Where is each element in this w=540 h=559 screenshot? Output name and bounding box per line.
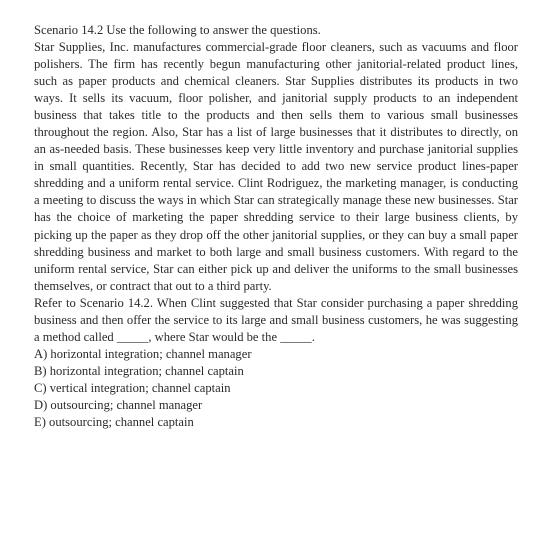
option-a: A) horizontal integration; channel manager — [34, 346, 252, 361]
answer-options — [34, 346, 518, 431]
question-document — [34, 22, 518, 431]
scenario-heading: Scenario 14.2 Use the following to answer the questions. — [34, 23, 321, 37]
option-e: E) outsourcing; channel captain — [34, 414, 194, 429]
scenario-text: Star Supplies, Inc. manufactures commercial-grade floor cleaners, such as vacuums and floor polishers. The firm has recently begun manufacturing other janitorial-related product lines, such as paper products and chemical cleaners. Star Supplies distributes its products in two ways. It sells its vacuum, floor polisher, and janitorial supply products to an independent business that takes title to the products and then sells them to various small businesses throughout the region. Also, Star has a list of large businesses that it distributes to directly, on an as-needed basis. These businesses keep very little inventory and purchase janitorial supplies in small quantities. Recently, Star has decided to add two new service product lines-paper shredding and a uniform rental service. Clint Rodriguez, the marketing manager, is conducting a meeting to discuss the ways in which Star can strategically manage these new businesses. Star has the choice of marketing the paper shredding service to their large business clients, by picking up the paper as they drop off the other janitorial supplies, or they can buy a small paper shredding business and market to both large and small business customers. With regard to the uniform rental service, Star can either pick up and deliver the uniforms to the small businesses themselves, or contract that out to a third party. — [34, 40, 518, 293]
option-b: B) horizontal integration; channel captain — [34, 363, 244, 378]
option-d: D) outsourcing; channel manager — [34, 397, 203, 412]
question-text: Refer to Scenario 14.2. When Clint suggested that Star consider purchasing a paper shredding business and then offer the service to its large and small business customers, he was suggesting a method called _____, where Star would be the _____. — [34, 295, 518, 344]
option-c: C) vertical integration; channel captain — [34, 380, 231, 395]
